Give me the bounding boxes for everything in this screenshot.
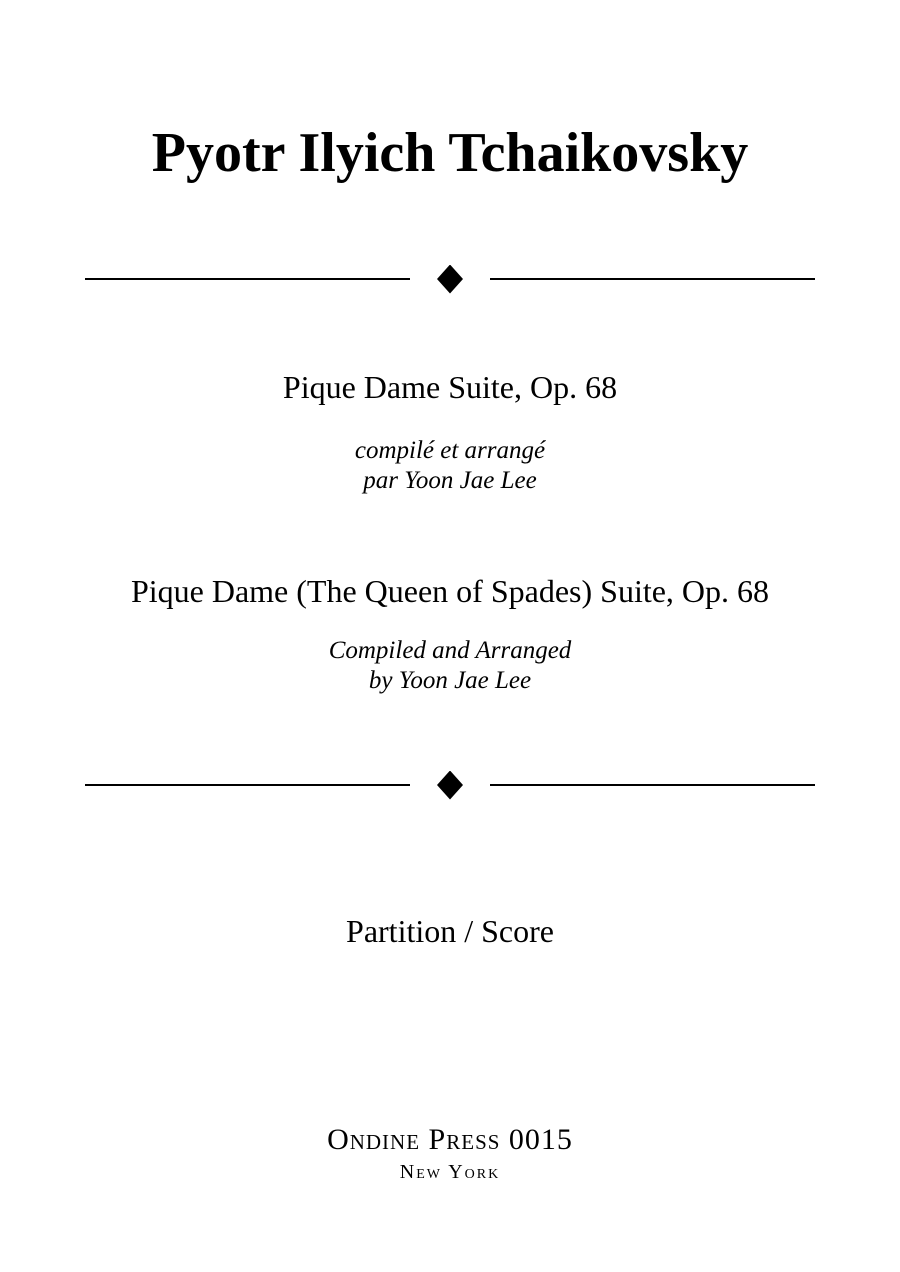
work-title-french: Pique Dame Suite, Op. 68 — [282, 369, 618, 405]
credit-french-line1: compilé et arrangé — [354, 437, 546, 464]
divider-bottom — [85, 770, 815, 800]
credit-english — [0, 636, 900, 696]
composer-title: Pyotr Ilyich Tchaikovsky — [151, 122, 749, 184]
credit-english-line2: by Yoon Jae Lee — [368, 667, 532, 694]
diamond-icon — [437, 771, 463, 800]
credit-french — [0, 436, 900, 496]
divider-top-line-left — [85, 278, 410, 280]
work-title-english: Pique Dame (The Queen of Spades) Suite, Op. 68 — [130, 573, 770, 609]
diamond-icon — [437, 265, 463, 294]
publisher-name: Ondine Press 0015 — [327, 1123, 573, 1156]
credit-french-line2: par Yoon Jae Lee — [363, 467, 537, 494]
divider-bottom-line-right — [490, 784, 815, 786]
divider-top — [85, 264, 815, 294]
divider-top-line-right — [490, 278, 815, 280]
publisher-city: New York — [399, 1161, 501, 1183]
credit-english-line1: Compiled and Arranged — [328, 637, 572, 664]
divider-bottom-line-left — [85, 784, 410, 786]
format-label: Partition / Score — [346, 913, 554, 949]
